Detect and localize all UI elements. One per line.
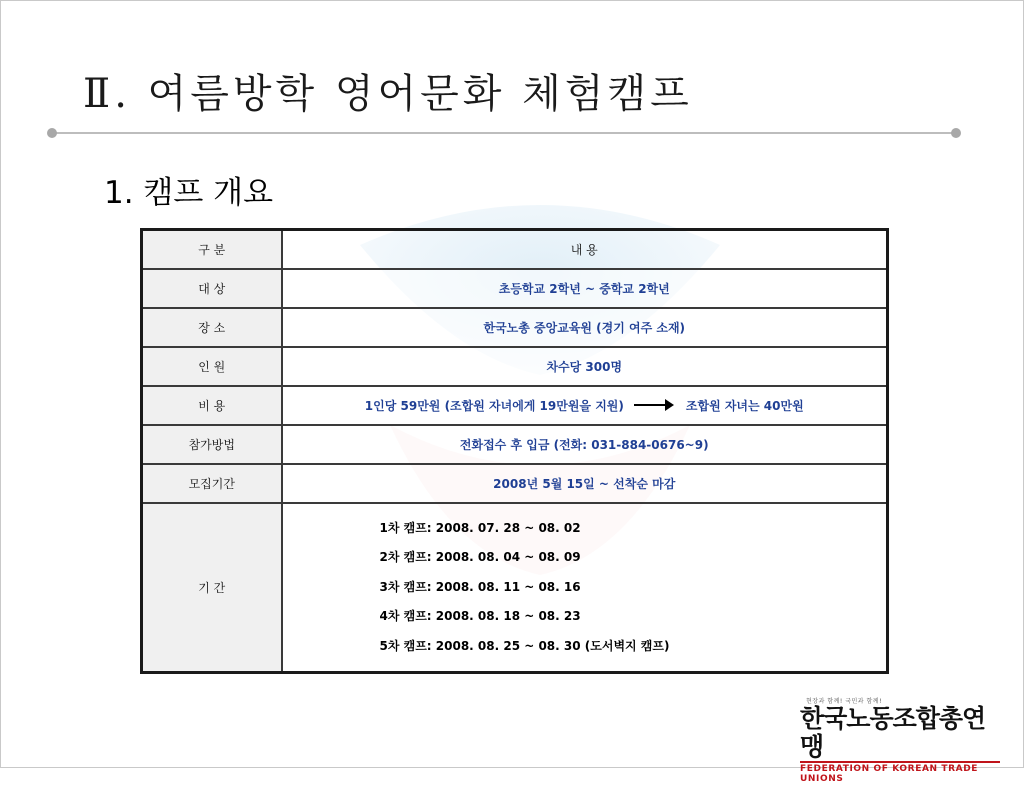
period-value bbox=[282, 503, 888, 673]
logo-tagline: 현장과 함께! 국민과 함께! bbox=[806, 698, 882, 705]
fktu-logo bbox=[800, 696, 1000, 785]
table-header-row bbox=[142, 230, 888, 269]
table-row-capacity bbox=[142, 347, 888, 386]
logo-name-korean: 한국노동조합총연맹 bbox=[800, 704, 986, 761]
row-value: 초등학교 2학년 ~ 중학교 2학년 bbox=[282, 269, 888, 308]
row-value: 한국노총 중앙교육원 (경기 여주 소재) bbox=[282, 308, 888, 347]
cost-member-text: 조합원 자녀는 40만원 bbox=[685, 398, 804, 413]
cost-text: 1인당 59만원 (조합원 자녀에게 19만원을 지원) bbox=[364, 398, 624, 413]
camp-overview-table bbox=[140, 228, 886, 674]
row-value: 차수당 300명 bbox=[282, 347, 888, 386]
divider-dot-right bbox=[951, 128, 961, 138]
camp-schedule-list bbox=[380, 514, 881, 662]
arrow-right-icon bbox=[634, 404, 672, 406]
table-row-method bbox=[142, 425, 888, 464]
row-label: 장 소 bbox=[142, 308, 282, 347]
row-label: 모집기간 bbox=[142, 464, 282, 503]
divider-dot-left bbox=[47, 128, 57, 138]
table-row-target bbox=[142, 269, 888, 308]
table-row-location bbox=[142, 308, 888, 347]
camp-item: 5차 캠프: 2008. 08. 25 ~ 08. 30 (도서벽지 캠프) bbox=[379, 638, 670, 653]
row-value-cost bbox=[282, 386, 888, 425]
row-label: 참가방법 bbox=[142, 425, 282, 464]
row-label: 비 용 bbox=[142, 386, 282, 425]
camp-item: 2차 캠프: 2008. 08. 04 ~ 08. 09 bbox=[379, 550, 581, 564]
header-content: 내 용 bbox=[282, 230, 888, 269]
camp-item: 1차 캠프: 2008. 07. 28 ~ 08. 02 bbox=[379, 520, 581, 535]
table-row-period bbox=[142, 503, 888, 673]
row-label: 대 상 bbox=[142, 269, 282, 308]
row-label: 인 원 bbox=[142, 347, 282, 386]
table-row-cost bbox=[142, 386, 888, 425]
title-divider bbox=[52, 132, 958, 134]
row-label: 기 간 bbox=[142, 503, 282, 673]
row-value: 2008년 5월 15일 ~ 선착순 마감 bbox=[282, 464, 888, 503]
table-row-recruit bbox=[142, 464, 888, 503]
slide-title: Ⅱ. 여름방학 영어문화 체험캠프 bbox=[83, 71, 693, 117]
logo-name-english: FEDERATION OF KOREAN TRADE UNIONS bbox=[800, 761, 1000, 784]
camp-item: 3차 캠프: 2008. 08. 11 ~ 08. 16 bbox=[379, 579, 581, 594]
camp-item: 4차 캠프: 2008. 08. 18 ~ 08. 23 bbox=[379, 609, 581, 623]
header-category: 구 분 bbox=[142, 230, 282, 269]
section-subtitle: 1. 캠프 개요 bbox=[104, 175, 274, 211]
row-value: 전화접수 후 입금 (전화: 031-884-0676~9) bbox=[282, 425, 888, 464]
